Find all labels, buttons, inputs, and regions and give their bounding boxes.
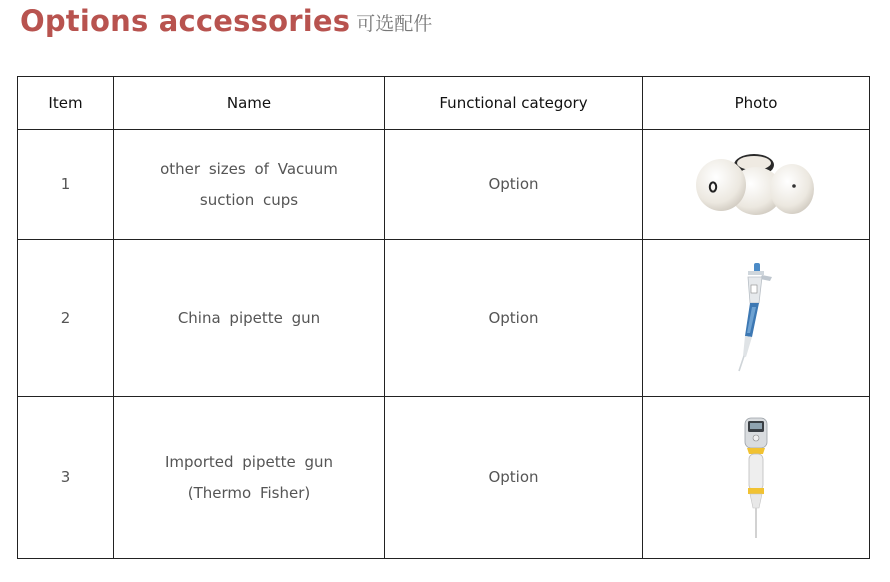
table-row [18,397,870,559]
header-photo: Photo [643,77,870,130]
manual-pipette-photo [643,240,869,396]
vacuum-suction-cups-photo [643,130,869,239]
item-photo [643,240,870,397]
title-chinese: 可选配件 [356,13,433,35]
item-category: Option [385,130,643,240]
item-name-text: other sizes of Vacuum suction cups [160,159,338,209]
accessories-table [17,76,870,559]
table-row [18,130,870,240]
item-category: Option [385,240,643,397]
item-number: 1 [18,130,114,240]
table-header-row [18,77,870,130]
header-name: Name [114,77,385,130]
item-name [114,240,385,397]
table-row [18,240,870,397]
title-english: Options accessories [20,4,351,38]
item-name [114,130,385,240]
item-photo [643,130,870,240]
item-number: 2 [18,240,114,397]
item-number: 3 [18,397,114,559]
item-name-text: Imported pipette gun (Thermo Fisher) [164,452,334,502]
header-functional-category: Functional category [385,77,643,130]
header-item: Item [18,77,114,130]
page-title [20,4,432,38]
item-name [114,397,385,559]
electronic-pipette-photo [643,397,869,558]
item-photo [643,397,870,559]
item-category: Option [385,397,643,559]
item-name-text: China pipette gun [177,308,321,327]
